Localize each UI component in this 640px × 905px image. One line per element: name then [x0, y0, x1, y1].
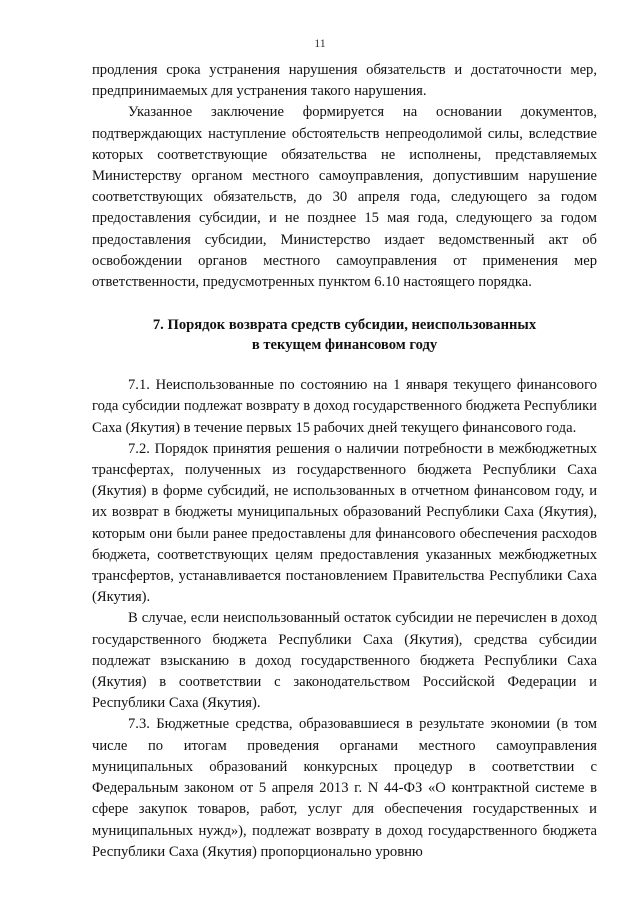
document-body — [92, 60, 597, 863]
paragraph-7-1: 7.1. Неиспользованные по состоянию на 1 января текущего финансового года субсидии подлежат возврату в доход государственного бюджета Республики Саха (Якутия) в течение первых 15 рабочих дней текущего финансового года. — [92, 377, 597, 436]
paragraph-7-3: 7.3. Бюджетные средства, образовавшиеся в результате экономии (в том числе по итогам проведения органами местного самоуправления муниципальных образований конкурсных процедур в соответствии с Федеральным законом от 5 апреля 2013 г. N 44-ФЗ «О контрактной системе в сфере закупок товаров, работ, услуг для обеспечения государственных и муниципальных нужд»), подлежат возврату в доход государственного бюджета Республики Саха (Якутия) пропорционально уровню — [92, 716, 597, 860]
paragraph-conclusion: Указанное заключение формируется на основании документов, подтверждающих наступление обстоятельств непреодолимой силы, вследствие которых соответствующие обязательства не исполнены, представляемых Министерству органом местного самоуправления, допустившим нарушение соответствующих обязательств, до 30 апреля года, следующего за годом предоставления субсидии, и не позднее 15 мая года, следующего за годом предоставления субсидии, Министерство издает ведомственный акт об освобождении органов местного самоуправления от применения мер ответственности, предусмотренных пунктом 6.10 настоящего порядка. — [92, 104, 597, 291]
paragraph-7-2: 7.2. Порядок принятия решения о наличии потребности в межбюджетных трансфертах, полученных из государственного бюджета Республики Саха (Якутия) в форме субсидий, не использованных в отчетном финансовом году, и их возврат в бюджеты муниципальных образований Республики Саха (Якутия), которым они были ранее предоставлены для финансового обеспечения расходов бюджета, соответствующих целям предоставления указанных межбюджетных трансфертов, устанавливается постановлением Правительства Республики Саха (Якутия). — [92, 440, 597, 606]
section-heading — [92, 315, 597, 355]
section-heading-line-2: в текущем финансовом году — [251, 337, 438, 354]
page-number: 11 — [314, 36, 326, 50]
paragraph-recovery: В случае, если неиспользованный остаток субсидии не перечислен в доход государственного бюджета Республики Саха (Якутия), средства субсидии подлежат взысканию в доход государственного бюджета Республики Саха (Якутия) в соответствии с законодательством Российской Федерации и Республики Саха (Якутия). — [92, 610, 597, 712]
paragraph-continuation: продления срока устранения нарушения обязательств и достаточности мер, предпринимаемых для устранения такого нарушения. — [92, 62, 597, 100]
section-heading-line-1: 7. Порядок возврата средств субсидии, неиспользованных — [152, 317, 537, 334]
